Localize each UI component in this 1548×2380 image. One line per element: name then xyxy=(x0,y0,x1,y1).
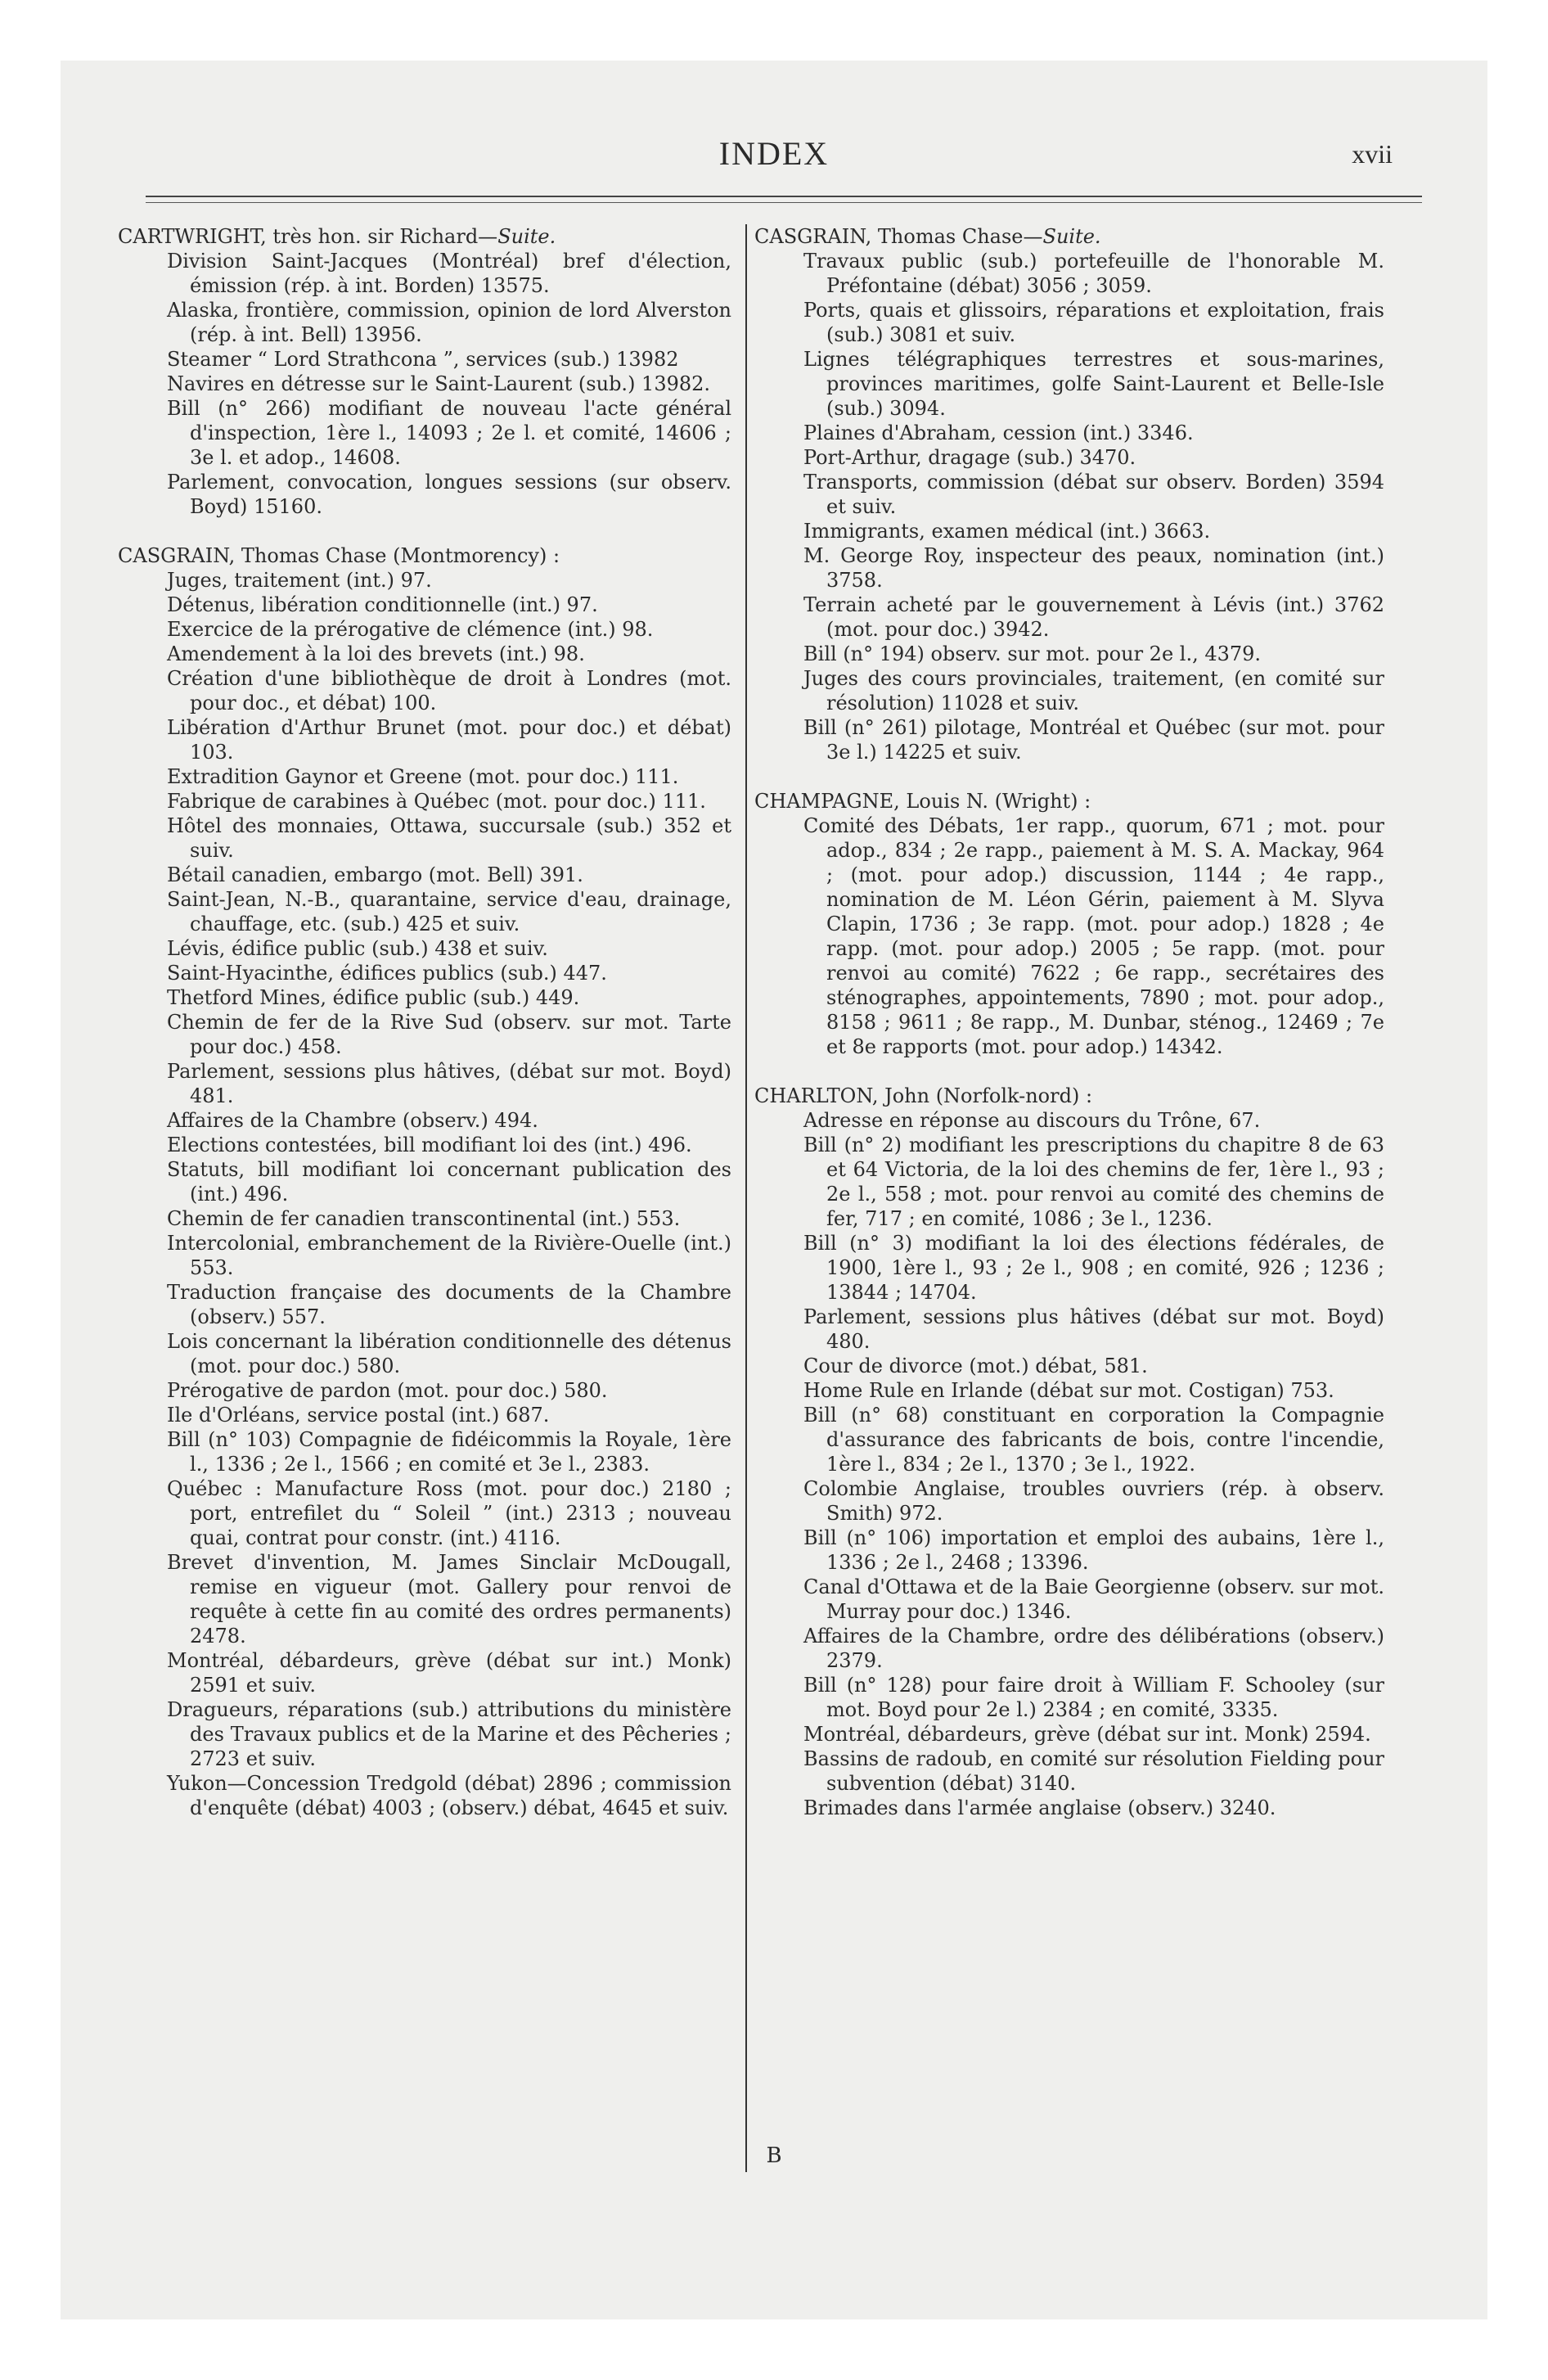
sub-entry: Parlement, sessions plus hâtives (débat sur mot. Boyd) 480. xyxy=(803,1305,1384,1353)
sub-entry: Saint-Jean, N.-B., quarantaine, service d'eau, drainage, chauffage, etc. (sub.) 425 et suiv. xyxy=(167,888,731,935)
sub-entry: Lois concernant la libération conditionnelle des détenus (mot. pour doc.) 580. xyxy=(167,1330,731,1377)
sub-entry: Terrain acheté par le gouvernement à Lévis (int.) 3762 (mot. pour doc.) 3942. xyxy=(803,593,1384,641)
sub-entry: Intercolonial, embranchement de la Rivière-Ouelle (int.) 553. xyxy=(167,1232,731,1279)
sub-entry: Division Saint-Jacques (Montréal) bref d'élection, émission (rép. à int. Borden) 13575. xyxy=(167,250,731,297)
header-rule-thin xyxy=(146,202,1422,203)
entry-name-text: CHAMPAGNE, Louis N. (Wright) : xyxy=(754,790,1091,813)
sub-entry: Brimades dans l'armée anglaise (observ.) 3240. xyxy=(803,1796,1276,1819)
sub-entry: Bill (n° 106) importation et emploi des aubains, 1ère l., 1336 ; 2e l., 2468 ; 13396. xyxy=(803,1526,1384,1574)
sub-entry: Québec : Manufacture Ross (mot. pour doc.) 2180 ; port, entrefilet du “ Soleil ” (int.) 2313 ; nouveau quai, contrat pour constr. (int.) 4116. xyxy=(167,1477,731,1549)
sub-entry: Dragueurs, réparations (sub.) attributions du ministère des Travaux publics et de la Marine et des Pêcheries ; 2723 et suiv. xyxy=(167,1698,731,1770)
sub-entry: Lévis, édifice public (sub.) 438 et suiv. xyxy=(167,937,548,960)
sub-entry: Saint-Hyacinthe, édifices publics (sub.) 447. xyxy=(167,962,607,985)
sub-entry: Bill (n° 128) pour faire droit à William F. Schooley (sur mot. Boyd pour 2e l.) 2384 ; en comité, 3335. xyxy=(803,1674,1384,1721)
page-header xyxy=(61,134,1487,183)
sub-entry: Immigrants, examen médical (int.) 3663. xyxy=(803,520,1211,543)
entry-name xyxy=(118,543,731,568)
sub-entry: Elections contestées, bill modifiant loi des (int.) 496. xyxy=(167,1134,692,1156)
sub-entry: Bill (n° 103) Compagnie de fidéicommis la Royale, 1ère l., 1336 ; 2e l., 1566 ; en comité et 3e l., 2383. xyxy=(167,1428,731,1476)
sub-entry: Création d'une bibliothèque de droit à Londres (mot. pour doc., et débat) 100. xyxy=(167,667,731,714)
sub-entry: Traduction française des documents de la Chambre (observ.) 557. xyxy=(167,1281,731,1328)
sub-entry: M. George Roy, inspecteur des peaux, nomination (int.) 3758. xyxy=(803,544,1384,592)
left-column xyxy=(118,224,731,1845)
sub-entry: Alaska, frontière, commission, opinion de lord Alverston (rép. à int. Bell) 13956. xyxy=(167,299,731,346)
sub-entry: Home Rule en Irlande (débat sur mot. Costigan) 753. xyxy=(803,1379,1334,1402)
column-divider xyxy=(745,224,747,2172)
sub-entry: Bill (n° 68) constituant en corporation la Compagnie d'assurance des fabricants de bois, contre l'incendie, 1ère l., 834 ; 2e l., 1370 ; 3e l., 1922. xyxy=(803,1404,1384,1476)
sub-entry: Canal d'Ottawa et de la Baie Georgienne (observ. sur mot. Murray pour doc.) 1346. xyxy=(803,1575,1384,1623)
index-entry xyxy=(754,224,1384,764)
sub-entry: Bill (n° 2) modifiant les prescriptions du chapitre 8 de 63 et 64 Victoria, de la loi des chemins de fer, 1ère l., 93 ; 2e l., 558 ; mot. pour renvoi au comité des chemins de fer, 717 ; en comité, 1086 ; 3e l., 1236. xyxy=(803,1134,1384,1230)
sub-entry: Thetford Mines, édifice public (sub.) 449. xyxy=(167,986,580,1009)
sub-entry: Statuts, bill modifiant loi concernant publication des (int.) 496. xyxy=(167,1158,731,1206)
sub-entry: Lignes télégraphiques terrestres et sous-marines, provinces maritimes, golfe Saint-Laurent et Belle-Isle (sub.) 3094. xyxy=(803,348,1384,420)
sub-entry: Juges des cours provinciales, traitement, (en comité sur résolution) 11028 et suiv. xyxy=(803,667,1384,714)
sub-entry: Plaines d'Abraham, cession (int.) 3346. xyxy=(803,421,1194,444)
index-entry xyxy=(118,224,731,519)
sub-entry: Ile d'Orléans, service postal (int.) 687. xyxy=(167,1404,550,1427)
sub-entry: Bill (n° 194) observ. sur mot. pour 2e l., 4379. xyxy=(803,642,1262,665)
sub-entry: Bassins de radoub, en comité sur résolution Fielding pour subvention (débat) 3140. xyxy=(803,1747,1384,1795)
sub-entry: Bétail canadien, embargo (mot. Bell) 391. xyxy=(167,863,583,886)
sub-entry: Extradition Gaynor et Greene (mot. pour doc.) 111. xyxy=(167,765,679,788)
entry-name-text: CASGRAIN, Thomas Chase— xyxy=(754,225,1043,248)
sub-entry: Travaux public (sub.) portefeuille de l'honorable M. Préfontaine (débat) 3056 ; 3059. xyxy=(803,250,1384,297)
sub-entry: Parlement, sessions plus hâtives, (débat sur mot. Boyd) 481. xyxy=(167,1060,731,1107)
entry-name-text: CHARLTON, John (Norfolk-nord) : xyxy=(754,1084,1093,1107)
sub-entry: Juges, traitement (int.) 97. xyxy=(167,569,432,592)
entry-name xyxy=(754,1084,1384,1108)
entry-name xyxy=(754,224,1384,249)
sub-entry: Ports, quais et glissoirs, réparations et exploitation, frais (sub.) 3081 et suiv. xyxy=(803,299,1384,346)
sub-entry: Chemin de fer canadien transcontinental (int.) 553. xyxy=(167,1207,681,1230)
sub-entry: Montréal, débardeurs, grève (débat sur int.) Monk) 2591 et suiv. xyxy=(167,1649,731,1697)
entry-name-text: CASGRAIN, Thomas Chase (Montmorency) : xyxy=(118,544,560,567)
sub-entry: Steamer “ Lord Strathcona ”, services (sub.) 13982 xyxy=(167,348,679,371)
sub-entry: Transports, commission (débat sur observ. Borden) 3594 et suiv. xyxy=(803,471,1384,518)
entry-suite: Suite. xyxy=(1042,225,1101,248)
entry-name xyxy=(118,224,731,249)
sub-entry: Brevet d'invention, M. James Sinclair McDougall, remise en vigueur (mot. Gallery pour renvoi de requête à cette fin au comité des ordres permanents) 2478. xyxy=(167,1551,731,1648)
sub-entry: Prérogative de pardon (mot. pour doc.) 580. xyxy=(167,1379,608,1402)
sub-entry: Libération d'Arthur Brunet (mot. pour doc.) et débat) 103. xyxy=(167,716,731,764)
page-number: xvii xyxy=(1352,139,1393,169)
sub-entry: Yukon—Concession Tredgold (débat) 2896 ; commission d'enquête (débat) 4003 ; (observ.) débat, 4645 et suiv. xyxy=(167,1772,731,1819)
right-column xyxy=(754,224,1384,1845)
entry-suite: Suite. xyxy=(497,225,556,248)
sub-entry: Bill (n° 266) modifiant de nouveau l'acte général d'inspection, 1ère l., 14093 ; 2e l. et comité, 14606 ; 3e l. et adop., 14608. xyxy=(167,397,731,469)
signature-mark: B xyxy=(766,2143,782,2168)
index-entry xyxy=(754,1084,1384,1820)
sub-entry: Amendement à la loi des brevets (int.) 98. xyxy=(167,642,585,665)
sub-entry: Montréal, débardeurs, grève (débat sur int. Monk) 2594. xyxy=(803,1723,1371,1746)
page-title: INDEX xyxy=(718,135,830,172)
sub-entry: Affaires de la Chambre (observ.) 494. xyxy=(167,1109,538,1132)
sub-entry: Adresse en réponse au discours du Trône, 67. xyxy=(803,1109,1261,1132)
index-entry xyxy=(118,543,731,1820)
sub-entry: Port-Arthur, dragage (sub.) 3470. xyxy=(803,446,1136,469)
sub-entry: Comité des Débats, 1er rapp., quorum, 671 ; mot. pour adop., 834 ; 2e rapp., paiement à M. S. A. Mackay, 964 ; (mot. pour adop.) discussion, 1144 ; 4e rapp., nomination de M. Léon Gérin, paiement à M. Slyva Clapin, 1736 ; 3e rapp. (mot. pour adop.) 1828 ; 4e rapp. (mot. pour adop.) 2005 ; 5e rapp. (mot. pour renvoi au comité) 7622 ; 6e rapp., secrétaires des sténographes, appointements, 7890 ; mot. pour adop., 8158 ; 9611 ; 8e rapp., M. Dunbar, sténog., 12469 ; 7e et 8e rapports (mot. pour adop.) 14342. xyxy=(803,814,1384,1058)
sub-entry: Cour de divorce (mot.) débat, 581. xyxy=(803,1355,1148,1377)
scanned-page xyxy=(61,61,1487,2319)
entry-name xyxy=(754,789,1384,814)
entry-name-text: CARTWRIGHT, très hon. sir Richard— xyxy=(118,225,498,248)
sub-entry: Hôtel des monnaies, Ottawa, succursale (sub.) 352 et suiv. xyxy=(167,814,731,862)
sub-entry: Fabrique de carabines à Québec (mot. pour doc.) 111. xyxy=(167,790,706,813)
index-entry xyxy=(754,789,1384,1059)
sub-entry: Navires en détresse sur le Saint-Laurent (sub.) 13982. xyxy=(167,372,711,395)
sub-entry: Détenus, libération conditionnelle (int.) 97. xyxy=(167,593,598,616)
sub-entry: Colombie Anglaise, troubles ouvriers (rép. à observ. Smith) 972. xyxy=(803,1477,1384,1525)
sub-entry: Bill (n° 3) modifiant la loi des élections fédérales, de 1900, 1ère l., 93 ; 2e l., 908 ; en comité, 926 ; 1236 ; 13844 ; 14704. xyxy=(803,1232,1384,1304)
sub-entry: Chemin de fer de la Rive Sud (observ. sur mot. Tarte pour doc.) 458. xyxy=(167,1011,731,1058)
sub-entry: Parlement, convocation, longues sessions (sur observ. Boyd) 15160. xyxy=(167,471,731,518)
sub-entry: Affaires de la Chambre, ordre des délibérations (observ.) 2379. xyxy=(803,1625,1384,1672)
sub-entry: Bill (n° 261) pilotage, Montréal et Québec (sur mot. pour 3e l.) 14225 et suiv. xyxy=(803,716,1384,764)
header-rule xyxy=(146,196,1422,197)
sub-entry: Exercice de la prérogative de clémence (int.) 98. xyxy=(167,618,654,641)
